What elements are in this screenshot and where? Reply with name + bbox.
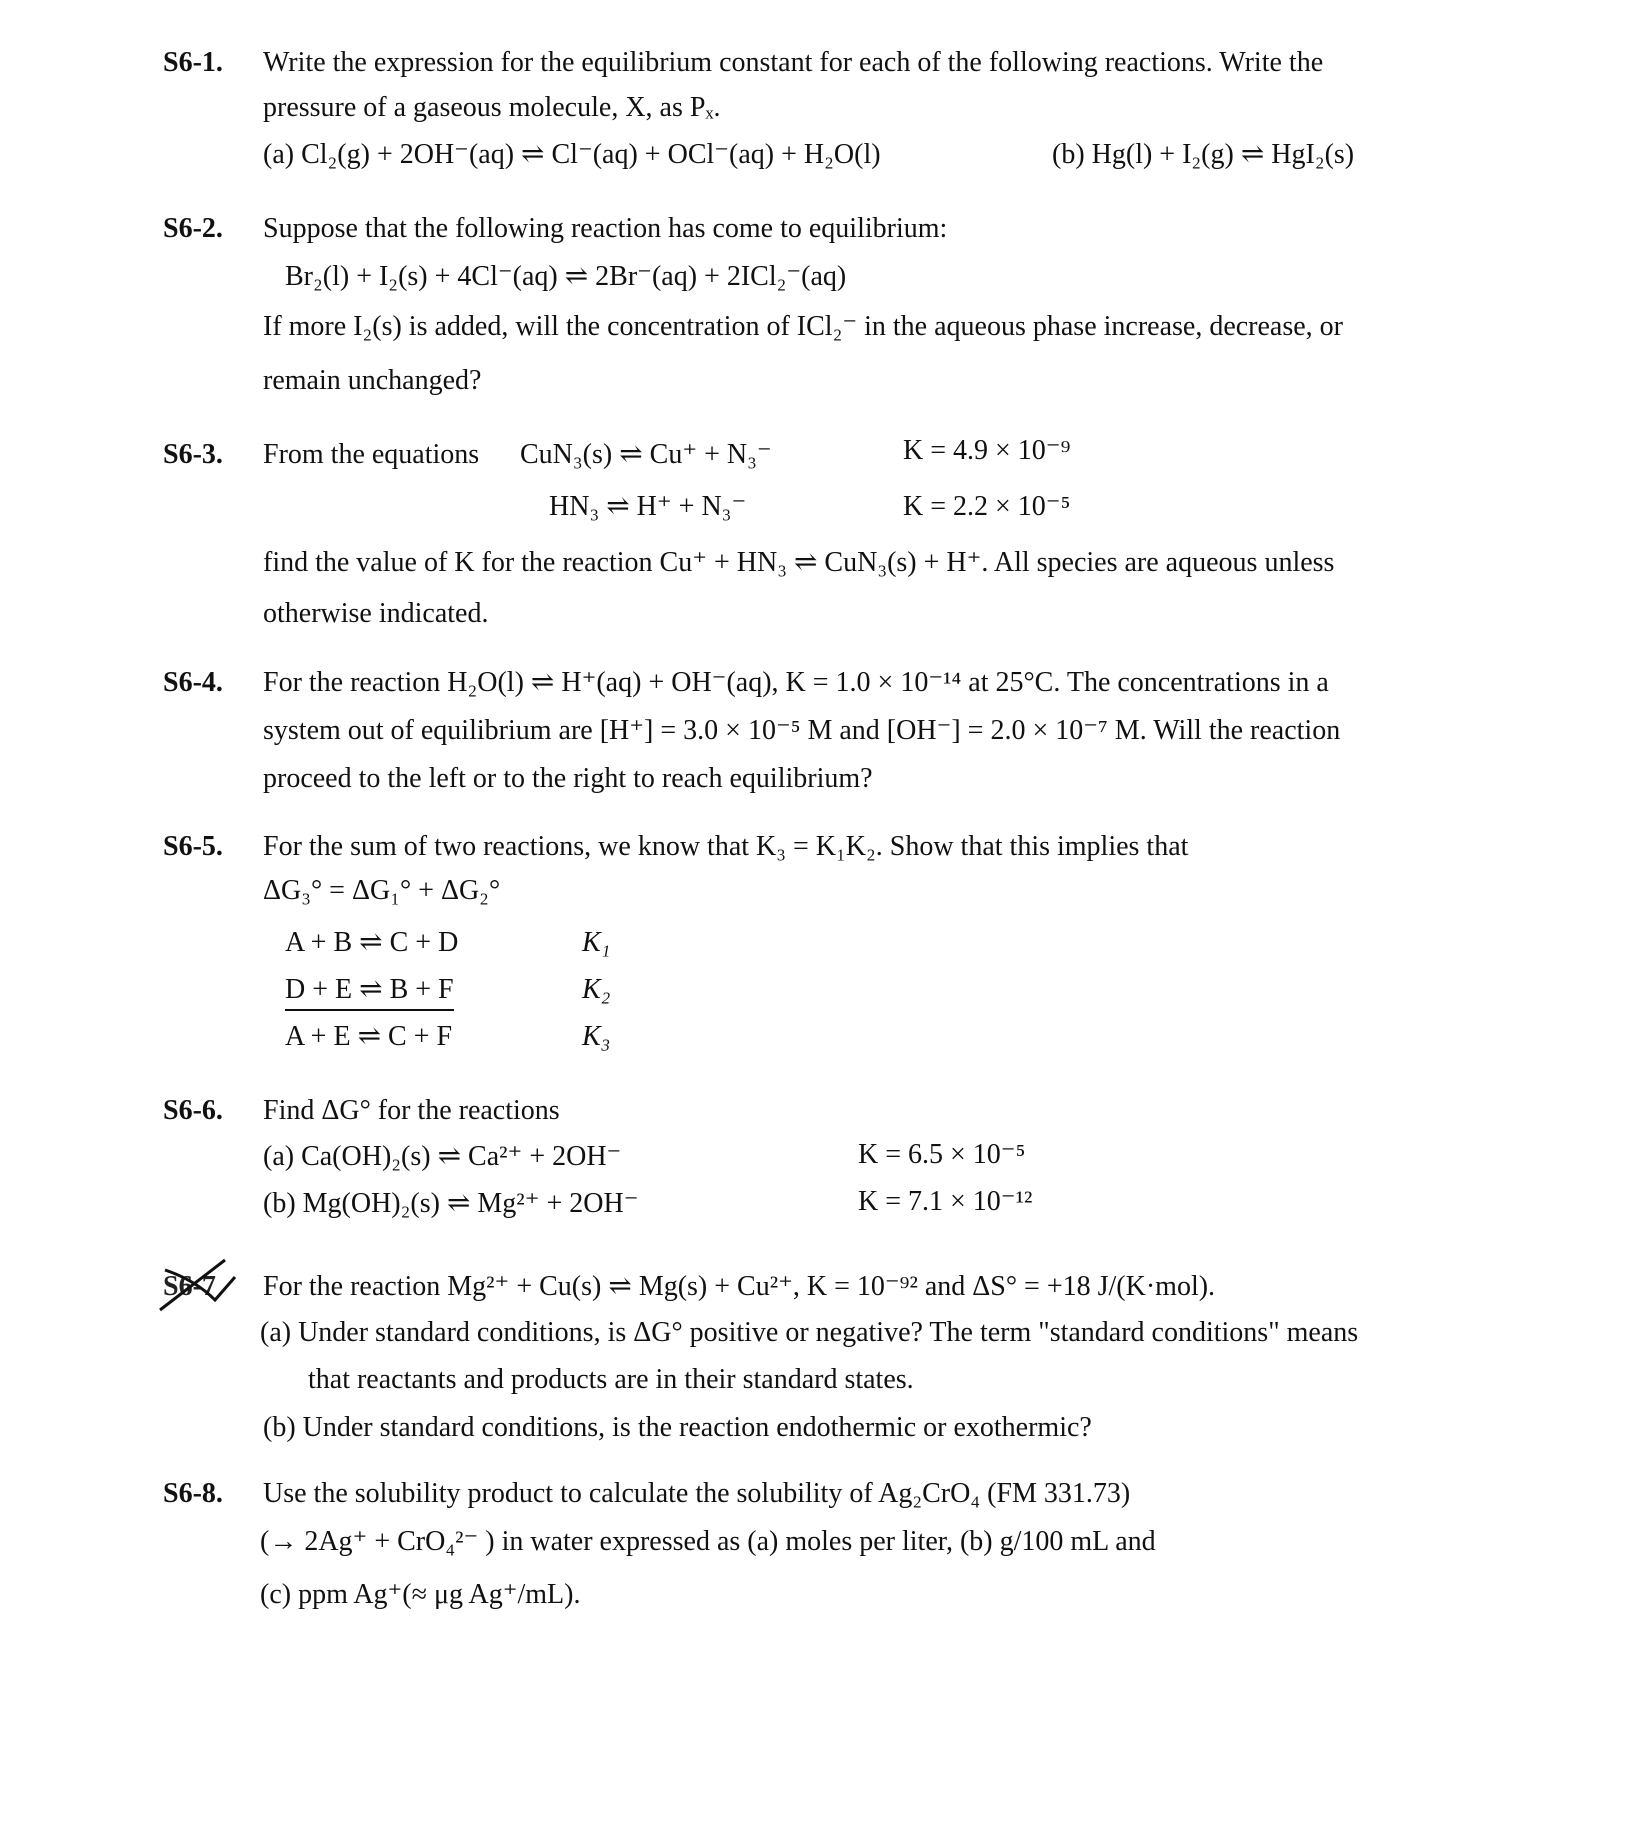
problem-text: proceed to the left or to the right to reach equilibrium? [263, 763, 873, 794]
problem-number: S6-5. [163, 831, 223, 862]
reaction-1: A + B ⇌ C + D [285, 927, 459, 958]
reaction-sum: A + E ⇌ C + F [285, 1021, 453, 1052]
equation-b: (b) Mg(OH)₂(s) ⇌ Mg²⁺ + 2OH⁻ [263, 1188, 639, 1219]
problem-text: Suppose that the following reaction has come to equilibrium: [263, 213, 948, 244]
problem-number: S6-3. [163, 439, 223, 470]
equilibrium-constant: K = 7.1 × 10⁻¹² [858, 1186, 1033, 1217]
equilibrium-constant: K = 4.9 × 10⁻⁹ [903, 435, 1071, 466]
problem-text: (→ 2Ag⁺ + CrO₄²⁻ ) in water expressed as (a) moles per liter, (b) g/100 mL and [260, 1526, 1156, 1557]
problem-text: that reactants and products are in their standard states. [308, 1364, 914, 1395]
problem-number: S6-6. [163, 1095, 223, 1126]
problem-number-crossed: S6-7 [163, 1271, 216, 1302]
strikethrough-mark [155, 1255, 245, 1315]
problem-text: ΔG₃° = ΔG₁° + ΔG₂° [263, 875, 501, 906]
problem-text: Find ΔG° for the reactions [263, 1095, 560, 1126]
equation: CuN₃(s) ⇌ Cu⁺ + N₃⁻ [520, 439, 772, 470]
problem-text: Use the solubility product to calculate the solubility of Ag₂CrO₄ (FM 331.73) [263, 1478, 1131, 1509]
problem-text: (c) ppm Ag⁺(≈ μg Ag⁺/mL). [260, 1579, 581, 1610]
problem-number: S6-1. [163, 47, 223, 78]
equation-a: (a) Cl₂(g) + 2OH⁻(aq) ⇌ Cl⁻(aq) + OCl⁻(aq) + H₂O(l) [263, 139, 881, 170]
problem-text: otherwise indicated. [263, 598, 489, 629]
constant-3: K₃ [582, 1021, 611, 1052]
equation-b: (b) Hg(l) + I₂(g) ⇌ HgI₂(s) [1052, 139, 1355, 170]
problem-text: remain unchanged? [263, 365, 482, 396]
problem-text: Write the expression for the equilibrium constant for each of the following reactions. Write the [263, 47, 1324, 78]
equation: HN₃ ⇌ H⁺ + N₃⁻ [549, 491, 747, 522]
problem-text: For the sum of two reactions, we know that K₃ = K₁K₂. Show that this implies that [263, 831, 1189, 862]
problem-text: pressure of a gaseous molecule, X, as Pₓ. [263, 92, 721, 123]
problem-text: system out of equilibrium are [H⁺] = 3.0 × 10⁻⁵ M and [OH⁻] = 2.0 × 10⁻⁷ M. Will the reaction [263, 715, 1341, 746]
problem-text: If more I₂(s) is added, will the concentration of ICl₂⁻ in the aqueous phase increase, decrease, or [263, 311, 1344, 342]
equation-a: (a) Ca(OH)₂(s) ⇌ Ca²⁺ + 2OH⁻ [263, 1141, 622, 1172]
constant-1: K₁ [582, 927, 611, 958]
reaction-2: D + E ⇌ B + F [285, 973, 454, 1011]
equilibrium-constant: K = 6.5 × 10⁻⁵ [858, 1139, 1026, 1170]
equation: Br₂(l) + I₂(s) + 4Cl⁻(aq) ⇌ 2Br⁻(aq) + 2ICl₂⁻(aq) [285, 261, 847, 292]
problem-text: find the value of K for the reaction Cu⁺ + HN₃ ⇌ CuN₃(s) + H⁺. All species are aqueous unless [263, 547, 1335, 578]
problem-number: S6-8. [163, 1478, 223, 1509]
problem-text: For the reaction Mg²⁺ + Cu(s) ⇌ Mg(s) + Cu²⁺, K = 10⁻⁹² and ΔS° = +18 J/(K·mol). [263, 1271, 1216, 1302]
problem-text: For the reaction H₂O(l) ⇌ H⁺(aq) + OH⁻(aq), K = 1.0 × 10⁻¹⁴ at 25°C. The concentrations in a [263, 667, 1329, 698]
problem-text: (b) Under standard conditions, is the reaction endothermic or exothermic? [263, 1412, 1092, 1443]
problem-text: (a) Under standard conditions, is ΔG° positive or negative? The term "standard conditions" means [260, 1317, 1359, 1348]
problem-text: From the equations [263, 439, 480, 470]
constant-2: K₂ [582, 974, 611, 1005]
problem-number: S6-2. [163, 213, 223, 244]
problem-number: S6-4. [163, 667, 223, 698]
equilibrium-constant: K = 2.2 × 10⁻⁵ [903, 491, 1071, 522]
